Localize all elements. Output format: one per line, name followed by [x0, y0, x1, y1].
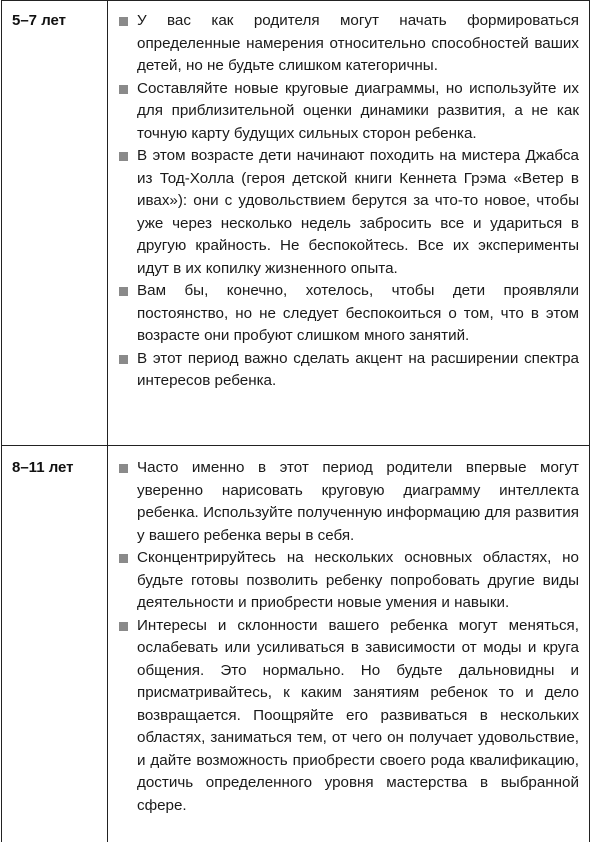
square-bullet-icon [119, 355, 128, 364]
bullet-text: В этот период важно сделать акцент на расширении спектра интересов ребенка. [137, 349, 579, 389]
bullet-list [108, 10, 579, 393]
content-cell [108, 1, 589, 445]
table-row [2, 445, 589, 842]
square-bullet-icon [119, 622, 128, 631]
age-cell [2, 1, 108, 445]
list-item [108, 78, 579, 146]
list-item [108, 457, 579, 547]
list-item [108, 10, 579, 78]
table-row [2, 0, 589, 446]
age-label: 5–7 лет [12, 12, 67, 29]
square-bullet-icon [119, 287, 128, 296]
bullet-text: Сконцентрируйтесь на нескольких основных областях, но будьте готовы позволить ребенку попробовать другие виды деятельности и приобрести новые умения и навыки. [137, 549, 579, 611]
square-bullet-icon [119, 152, 128, 161]
list-item [108, 280, 579, 348]
content-cell [108, 445, 589, 842]
list-item [108, 547, 579, 615]
list-item [108, 615, 579, 818]
bullet-text: В этом возрасте дети начинают походить на мистера Джабса из Тод-Холла (героя детской книги Кеннета Грэма «Ветер в ивах»): они с удовольствием берутся за что-то новое, чтобы уже через несколько недель забросить все и удариться в другую крайность. Не беспокойтесь. Все их эксперименты идут в их копилку жизненного опыта. [137, 147, 579, 277]
bullet-text: У вас как родителя могут начать формироваться определенные намерения относительно способностей ваших детей, но не будьте слишком категоричны. [137, 12, 579, 74]
square-bullet-icon [119, 85, 128, 94]
age-guidance-table [1, 0, 590, 842]
bullet-text: Часто именно в этот период родители впервые могут уверенно нарисовать круговую диаграмму интеллекта ребенка. Используйте полученную информацию для развития у вашего ребенка веры в себя. [137, 459, 579, 544]
square-bullet-icon [119, 17, 128, 26]
bullet-text: Интересы и склонности вашего ребенка могут меняться, ослабевать или усиливаться в зависимости от моды и круга общения. Это нормально. Но будьте дальновидны и присматривайтесь, к каким занятиям ребенок то и дело возвращается. Поощряйте его развиваться в нескольких областях, заниматься тем, от чего он получает удовольствие, и дайте возможность приобрести своего рода квалификацию, достичь определенного уровня мастерства в выбранной сфере. [137, 616, 579, 814]
age-label: 8–11 лет [12, 459, 74, 476]
bullet-text: Вам бы, конечно, хотелось, чтобы дети проявляли постоянство, но не следует беспокоиться о том, что в этом возрасте они пробуют слишком много занятий. [137, 282, 579, 344]
square-bullet-icon [119, 554, 128, 563]
square-bullet-icon [119, 464, 128, 473]
bullet-text: Составляйте новые круговые диаграммы, но используйте их для приблизительной оценки динамики развития, а не как точную карту будущих сильных сторон ребенка. [137, 79, 579, 142]
list-item [108, 145, 579, 280]
bullet-list [108, 457, 579, 817]
list-item [108, 348, 579, 393]
age-cell [2, 445, 108, 842]
